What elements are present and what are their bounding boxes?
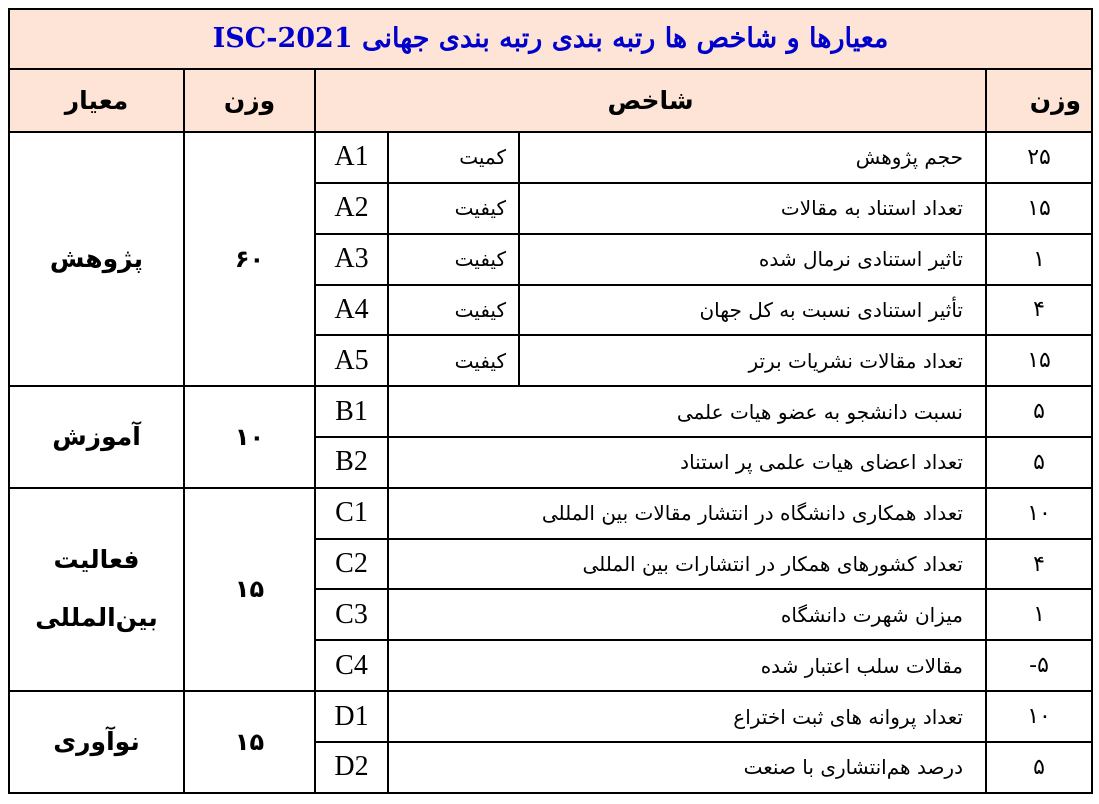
header-criterion: معیار — [9, 69, 184, 132]
indicator-name: تعداد اعضای هیات علمی پر استناد — [388, 437, 986, 488]
indicator-weight: ۴ — [986, 539, 1092, 590]
indicator-code: C1 — [315, 488, 388, 539]
indicator-name: تعداد همکاری دانشگاه در انتشار مقالات بین المللی — [388, 488, 986, 539]
indicator-code: D2 — [315, 742, 388, 793]
indicator-name: درصد هم‌انتشاری با صنعت — [388, 742, 986, 793]
indicator-name: تعداد استناد به مقالات — [519, 183, 986, 234]
indicator-code: A5 — [315, 335, 388, 386]
indicator-weight: ۵ — [986, 742, 1092, 793]
table-title: معیارها و شاخص ها رتبه بندی رتبه بندی جهانی ISC-2021 — [9, 9, 1092, 69]
indicator-weight: -۵ — [986, 640, 1092, 691]
indicator-weight: ۱۵ — [986, 335, 1092, 386]
indicator-name: تعداد مقالات نشریات برتر — [519, 335, 986, 386]
criterion-weight-innovation: ۱۵ — [184, 691, 315, 793]
criterion-weight-international: ۱۵ — [184, 488, 315, 691]
indicator-weight: ۱۰ — [986, 691, 1092, 742]
indicator-weight: ۱ — [986, 589, 1092, 640]
table-row — [9, 488, 1092, 539]
indicator-code: C2 — [315, 539, 388, 590]
criterion-weight-education: ۱۰ — [184, 386, 315, 488]
indicator-code: A2 — [315, 183, 388, 234]
indicator-code: B2 — [315, 437, 388, 488]
header-indicator-weight: وزن — [986, 69, 1092, 132]
indicator-type: کیفیت — [388, 285, 519, 336]
indicator-code: C4 — [315, 640, 388, 691]
indicator-type: کیفیت — [388, 183, 519, 234]
criteria-table — [8, 8, 1093, 794]
indicator-type: کیفیت — [388, 335, 519, 386]
indicator-code: A1 — [315, 132, 388, 183]
indicator-code: A3 — [315, 234, 388, 285]
indicator-type: کیفیت — [388, 234, 519, 285]
table-row — [9, 691, 1092, 742]
table-row — [9, 386, 1092, 437]
indicator-name: تعداد کشورهای همکار در انتشارات بین المللی — [388, 539, 986, 590]
criterion-innovation: نوآوری — [9, 691, 184, 793]
indicator-code: D1 — [315, 691, 388, 742]
indicator-code: A4 — [315, 285, 388, 336]
indicator-code: C3 — [315, 589, 388, 640]
criterion-international-line2: بین‌المللی — [35, 603, 158, 633]
indicator-weight: ۱۵ — [986, 183, 1092, 234]
indicator-weight: ۲۵ — [986, 132, 1092, 183]
indicator-name: تأثیر استنادی نسبت به کل جهان — [519, 285, 986, 336]
indicator-weight: ۱۰ — [986, 488, 1092, 539]
indicator-weight: ۵ — [986, 386, 1092, 437]
table-row — [9, 132, 1092, 183]
indicator-weight: ۴ — [986, 285, 1092, 336]
indicator-name: تاثیر استنادی نرمال شده — [519, 234, 986, 285]
criterion-research: پژوهش — [9, 132, 184, 386]
header-weight: وزن — [184, 69, 315, 132]
criterion-education: آموزش — [9, 386, 184, 488]
criterion-international — [9, 488, 184, 691]
indicator-weight: ۱ — [986, 234, 1092, 285]
indicator-name: حجم پژوهش — [519, 132, 986, 183]
indicator-name: مقالات سلب اعتبار شده — [388, 640, 986, 691]
criterion-international-line1: فعالیت — [53, 545, 140, 575]
indicator-name: نسبت دانشجو به عضو هیات علمی — [388, 386, 986, 437]
indicator-weight: ۵ — [986, 437, 1092, 488]
indicator-code: B1 — [315, 386, 388, 437]
indicator-name: میزان شهرت دانشگاه — [388, 589, 986, 640]
criterion-weight-research: ۶۰ — [184, 132, 315, 386]
indicator-name: تعداد پروانه های ثبت اختراع — [388, 691, 986, 742]
indicator-type: کمیت — [388, 132, 519, 183]
header-indicator: شاخص — [315, 69, 986, 132]
